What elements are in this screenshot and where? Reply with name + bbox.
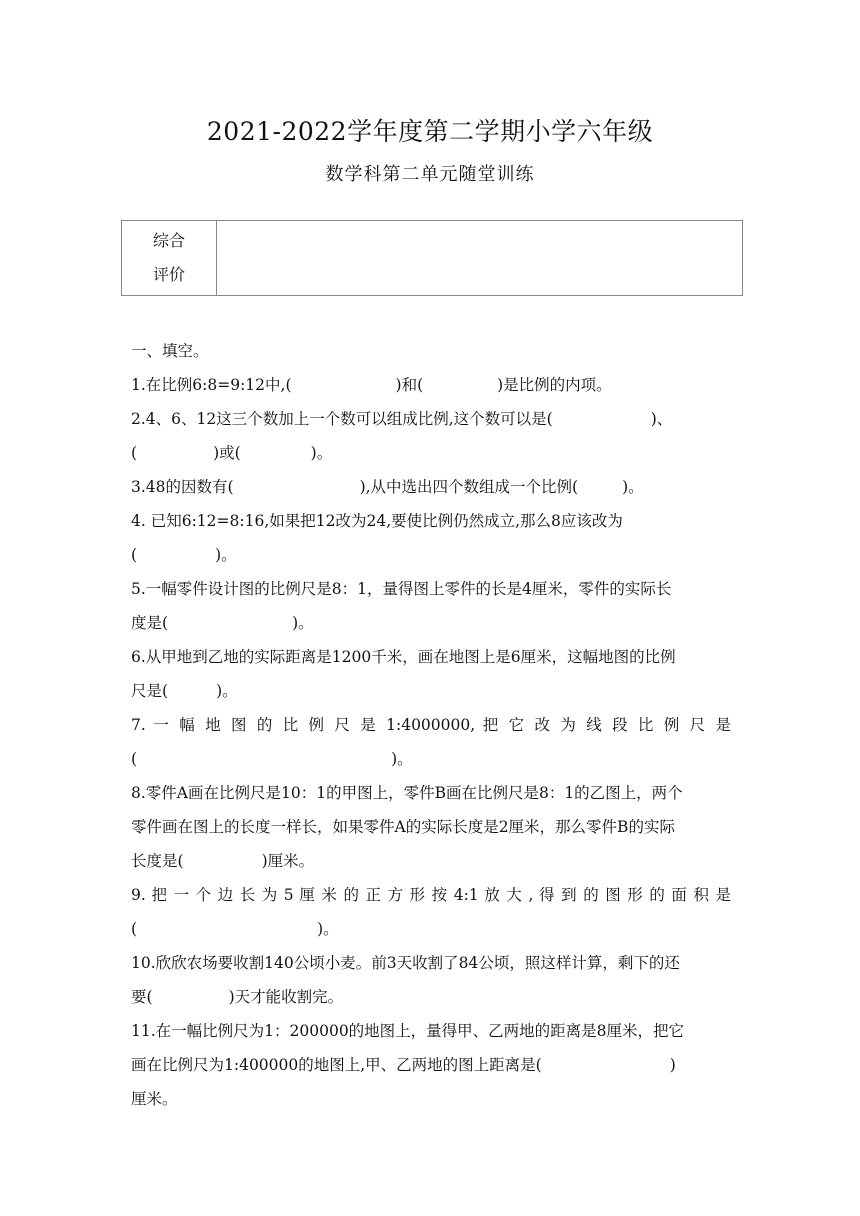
question-4-line-2 <box>131 538 731 572</box>
evaluation-content-cell[interactable] <box>217 221 742 295</box>
q2-text-d: )或( <box>213 444 241 462</box>
q5-text-a: 5.一幅零件设计图的比例尺是8：1，量得图上零件的长是4厘米，零件的实际长 <box>131 580 672 598</box>
question-7-line-2 <box>131 742 731 776</box>
question-8-line-1 <box>131 776 731 810</box>
q3-text-a: 3.48的因数有( <box>131 478 234 496</box>
q1-text-a: 1.在比例6:8=9:12中,( <box>131 376 292 394</box>
q11-text-c: ) <box>669 1056 676 1074</box>
question-11-line-1 <box>131 1014 731 1048</box>
q9-text-c: )。 <box>317 920 339 938</box>
q8-text-d: )厘米。 <box>261 852 315 870</box>
question-10-line-2 <box>131 980 731 1014</box>
q7-text-c: )。 <box>391 750 413 768</box>
q5-text-b: 度是( <box>131 614 169 632</box>
question-6-line-1 <box>131 640 731 674</box>
q9-text-a: 9. 把 一 个 边 长 为 5 厘 米 的 正 方 形 按 4:1 放 大 , 得 到 的 图 形 的 面 积 是 <box>131 886 731 904</box>
q2-text-c: ( <box>131 444 138 462</box>
q4-text-c: )。 <box>215 546 237 564</box>
question-9-line-1 <box>131 878 731 912</box>
question-9-line-2 <box>131 912 731 946</box>
page-subtitle: 数学科第二单元随堂训练 <box>325 164 535 185</box>
question-4-line-1 <box>131 504 731 538</box>
question-3 <box>131 470 731 504</box>
question-5-line-1 <box>131 572 731 606</box>
question-11-line-3 <box>131 1082 731 1116</box>
q5-text-c: )。 <box>292 614 314 632</box>
question-1 <box>131 368 731 402</box>
q8-text-b: 零件画在图上的长度一样长，如果零件A的实际长度是2厘米，那么零件B的实际 <box>131 818 675 836</box>
q7-text-a: 7. 一 幅 地 图 的 比 例 尺 是 1:4000000, 把 它 改 为 线 段 比 例 尺 是 <box>131 716 731 734</box>
q9-text-b: ( <box>131 920 138 938</box>
question-section <box>131 334 731 1116</box>
question-11-line-2 <box>131 1048 731 1082</box>
q6-text-c: )。 <box>216 682 238 700</box>
q2-text-a: 2.4、6、12这三个数加上一个数可以组成比例,这个数可以是( <box>131 410 553 428</box>
question-10-line-1 <box>131 946 731 980</box>
q6-text-b: 尺是( <box>131 682 169 700</box>
q11-text-b: 画在比例尺为1:400000的地图上,甲、乙两地的图上距离是( <box>131 1056 542 1074</box>
evaluation-label-cell <box>122 221 217 295</box>
q4-text-b: ( <box>131 546 138 564</box>
q10-text-c: )天才能收割完。 <box>228 988 344 1006</box>
q1-text-b: )和( <box>395 376 424 394</box>
q2-text-e: )。 <box>310 444 333 462</box>
q10-text-b: 要( <box>131 988 153 1006</box>
question-8-line-2 <box>131 810 731 844</box>
evaluation-label-line2: 评价 <box>152 265 185 284</box>
q3-text-c: )。 <box>622 478 644 496</box>
q2-text-b: )、 <box>650 410 673 428</box>
section-heading: 一、填空。 <box>131 342 209 360</box>
question-6-line-2 <box>131 674 731 708</box>
q4-text-a: 4. 已知6:12=8:16,如果把12改为24,要使比例仍然成立,那么8应该改为 <box>131 512 623 530</box>
q8-text-a: 8.零件A画在比例尺是10：1的甲图上，零件B画在比例尺是8：1的乙图上，两个 <box>131 784 683 802</box>
question-8-line-3 <box>131 844 731 878</box>
question-2-line-2 <box>131 436 731 470</box>
evaluation-label-line1: 综合 <box>152 231 185 250</box>
q6-text-a: 6.从甲地到乙地的实际距离是1200千米，画在地图上是6厘米，这幅地图的比例 <box>131 648 676 666</box>
q10-text-a: 10.欣欣农场要收割140公顷小麦。前3天收割了84公顷，照这样计算，剩下的还 <box>131 954 680 972</box>
q1-text-c: )是比例的内项。 <box>497 376 612 394</box>
q11-text-d: 厘米。 <box>131 1090 178 1108</box>
page-title: 2021-2022学年度第二学期小学六年级 <box>206 117 654 146</box>
q7-text-b: ( <box>131 750 138 768</box>
question-7-line-1 <box>131 708 731 742</box>
evaluation-table <box>121 220 743 296</box>
q3-text-b: ),从中选出四个数组成一个比例( <box>359 478 579 496</box>
question-2-line-1 <box>131 402 731 436</box>
q11-text-a: 11.在一幅比例尺为1：200000的地图上，量得甲、乙两地的距离是8厘米，把它 <box>131 1022 685 1040</box>
q8-text-c: 长度是( <box>131 852 184 870</box>
question-5-line-2 <box>131 606 731 640</box>
